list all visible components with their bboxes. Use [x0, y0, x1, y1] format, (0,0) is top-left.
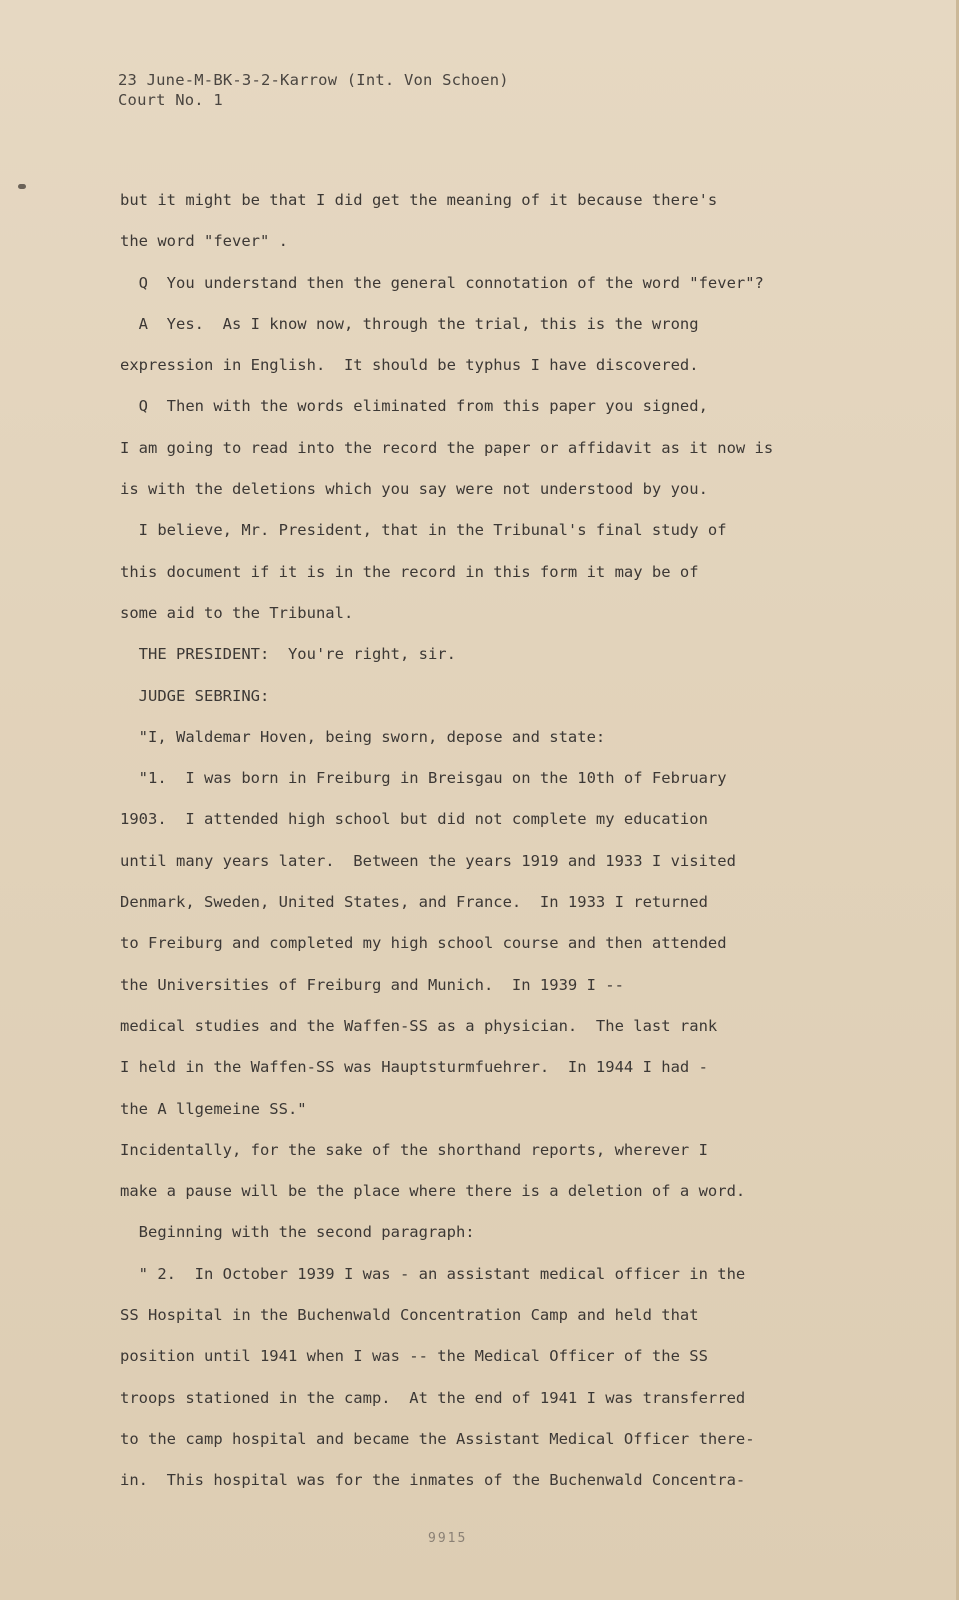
transcript-body	[120, 188, 840, 1510]
ink-mark	[18, 184, 26, 189]
text-line: SS Hospital in the Buchenwald Concentration Camp and held that	[120, 1306, 699, 1325]
text-line: Q Then with the words eliminated from this paper you signed,	[120, 397, 708, 416]
text-line: medical studies and the Waffen-SS as a physician. The last rank	[120, 1016, 718, 1035]
text-line: I held in the Waffen-SS was Hauptsturmfuehrer. In 1944 I had -	[120, 1058, 708, 1077]
header-reference-line: 23 June-M-BK-3-2-Karrow (Int. Von Schoen)	[118, 71, 509, 89]
text-line: A Yes. As I know now, through the trial, this is the wrong	[120, 314, 699, 333]
text-line: the A llgemeine SS."	[120, 1099, 307, 1118]
text-line: troops stationed in the camp. At the end of 1941 I was transferred	[120, 1388, 746, 1407]
page-number: 9915	[428, 1531, 468, 1546]
text-line: to Freiburg and completed my high school course and then attended	[120, 934, 727, 953]
text-line: JUDGE SEBRING:	[120, 686, 270, 705]
text-line: in. This hospital was for the inmates of the Buchenwald Concentra-	[120, 1471, 746, 1490]
text-line: "I, Waldemar Hoven, being sworn, depose and state:	[120, 727, 606, 746]
text-line: 1903. I attended high school but did not complete my education	[120, 810, 708, 829]
text-line: expression in English. It should be typhus I have discovered.	[120, 356, 699, 375]
text-line: some aid to the Tribunal.	[120, 603, 354, 622]
text-line: Incidentally, for the sake of the shorthand reports, wherever I	[120, 1140, 708, 1159]
text-line: I believe, Mr. President, that in the Tribunal's final study of	[120, 521, 727, 540]
text-line: position until 1941 when I was -- the Medical Officer of the SS	[120, 1347, 708, 1366]
text-line: Beginning with the second paragraph:	[120, 1223, 475, 1242]
header-court-line: Court No. 1	[118, 91, 223, 109]
text-line: THE PRESIDENT: You're right, sir.	[120, 645, 456, 664]
text-line: "1. I was born in Freiburg in Breisgau on the 10th of February	[120, 769, 727, 788]
text-line: the word "fever" .	[120, 232, 288, 251]
text-line: Denmark, Sweden, United States, and France. In 1933 I returned	[120, 893, 708, 912]
text-line: Q You understand then the general connotation of the word "fever"?	[120, 273, 764, 292]
text-line: to the camp hospital and became the Assistant Medical Officer there-	[120, 1429, 755, 1448]
text-line: until many years later. Between the years 1919 and 1933 I visited	[120, 851, 736, 870]
document-header	[118, 70, 509, 110]
text-line: this document if it is in the record in this form it may be of	[120, 562, 699, 581]
text-line: is with the deletions which you say were not understood by you.	[120, 480, 708, 499]
text-line: but it might be that I did get the meaning of it because there's	[120, 191, 718, 209]
text-line: the Universities of Freiburg and Munich. In 1939 I --	[120, 975, 624, 994]
text-line: " 2. In October 1939 I was - an assistant medical officer in the	[120, 1264, 746, 1283]
text-line: make a pause will be the place where there is a deletion of a word.	[120, 1182, 746, 1201]
text-line: I am going to read into the record the paper or affidavit as it now is	[120, 438, 774, 457]
